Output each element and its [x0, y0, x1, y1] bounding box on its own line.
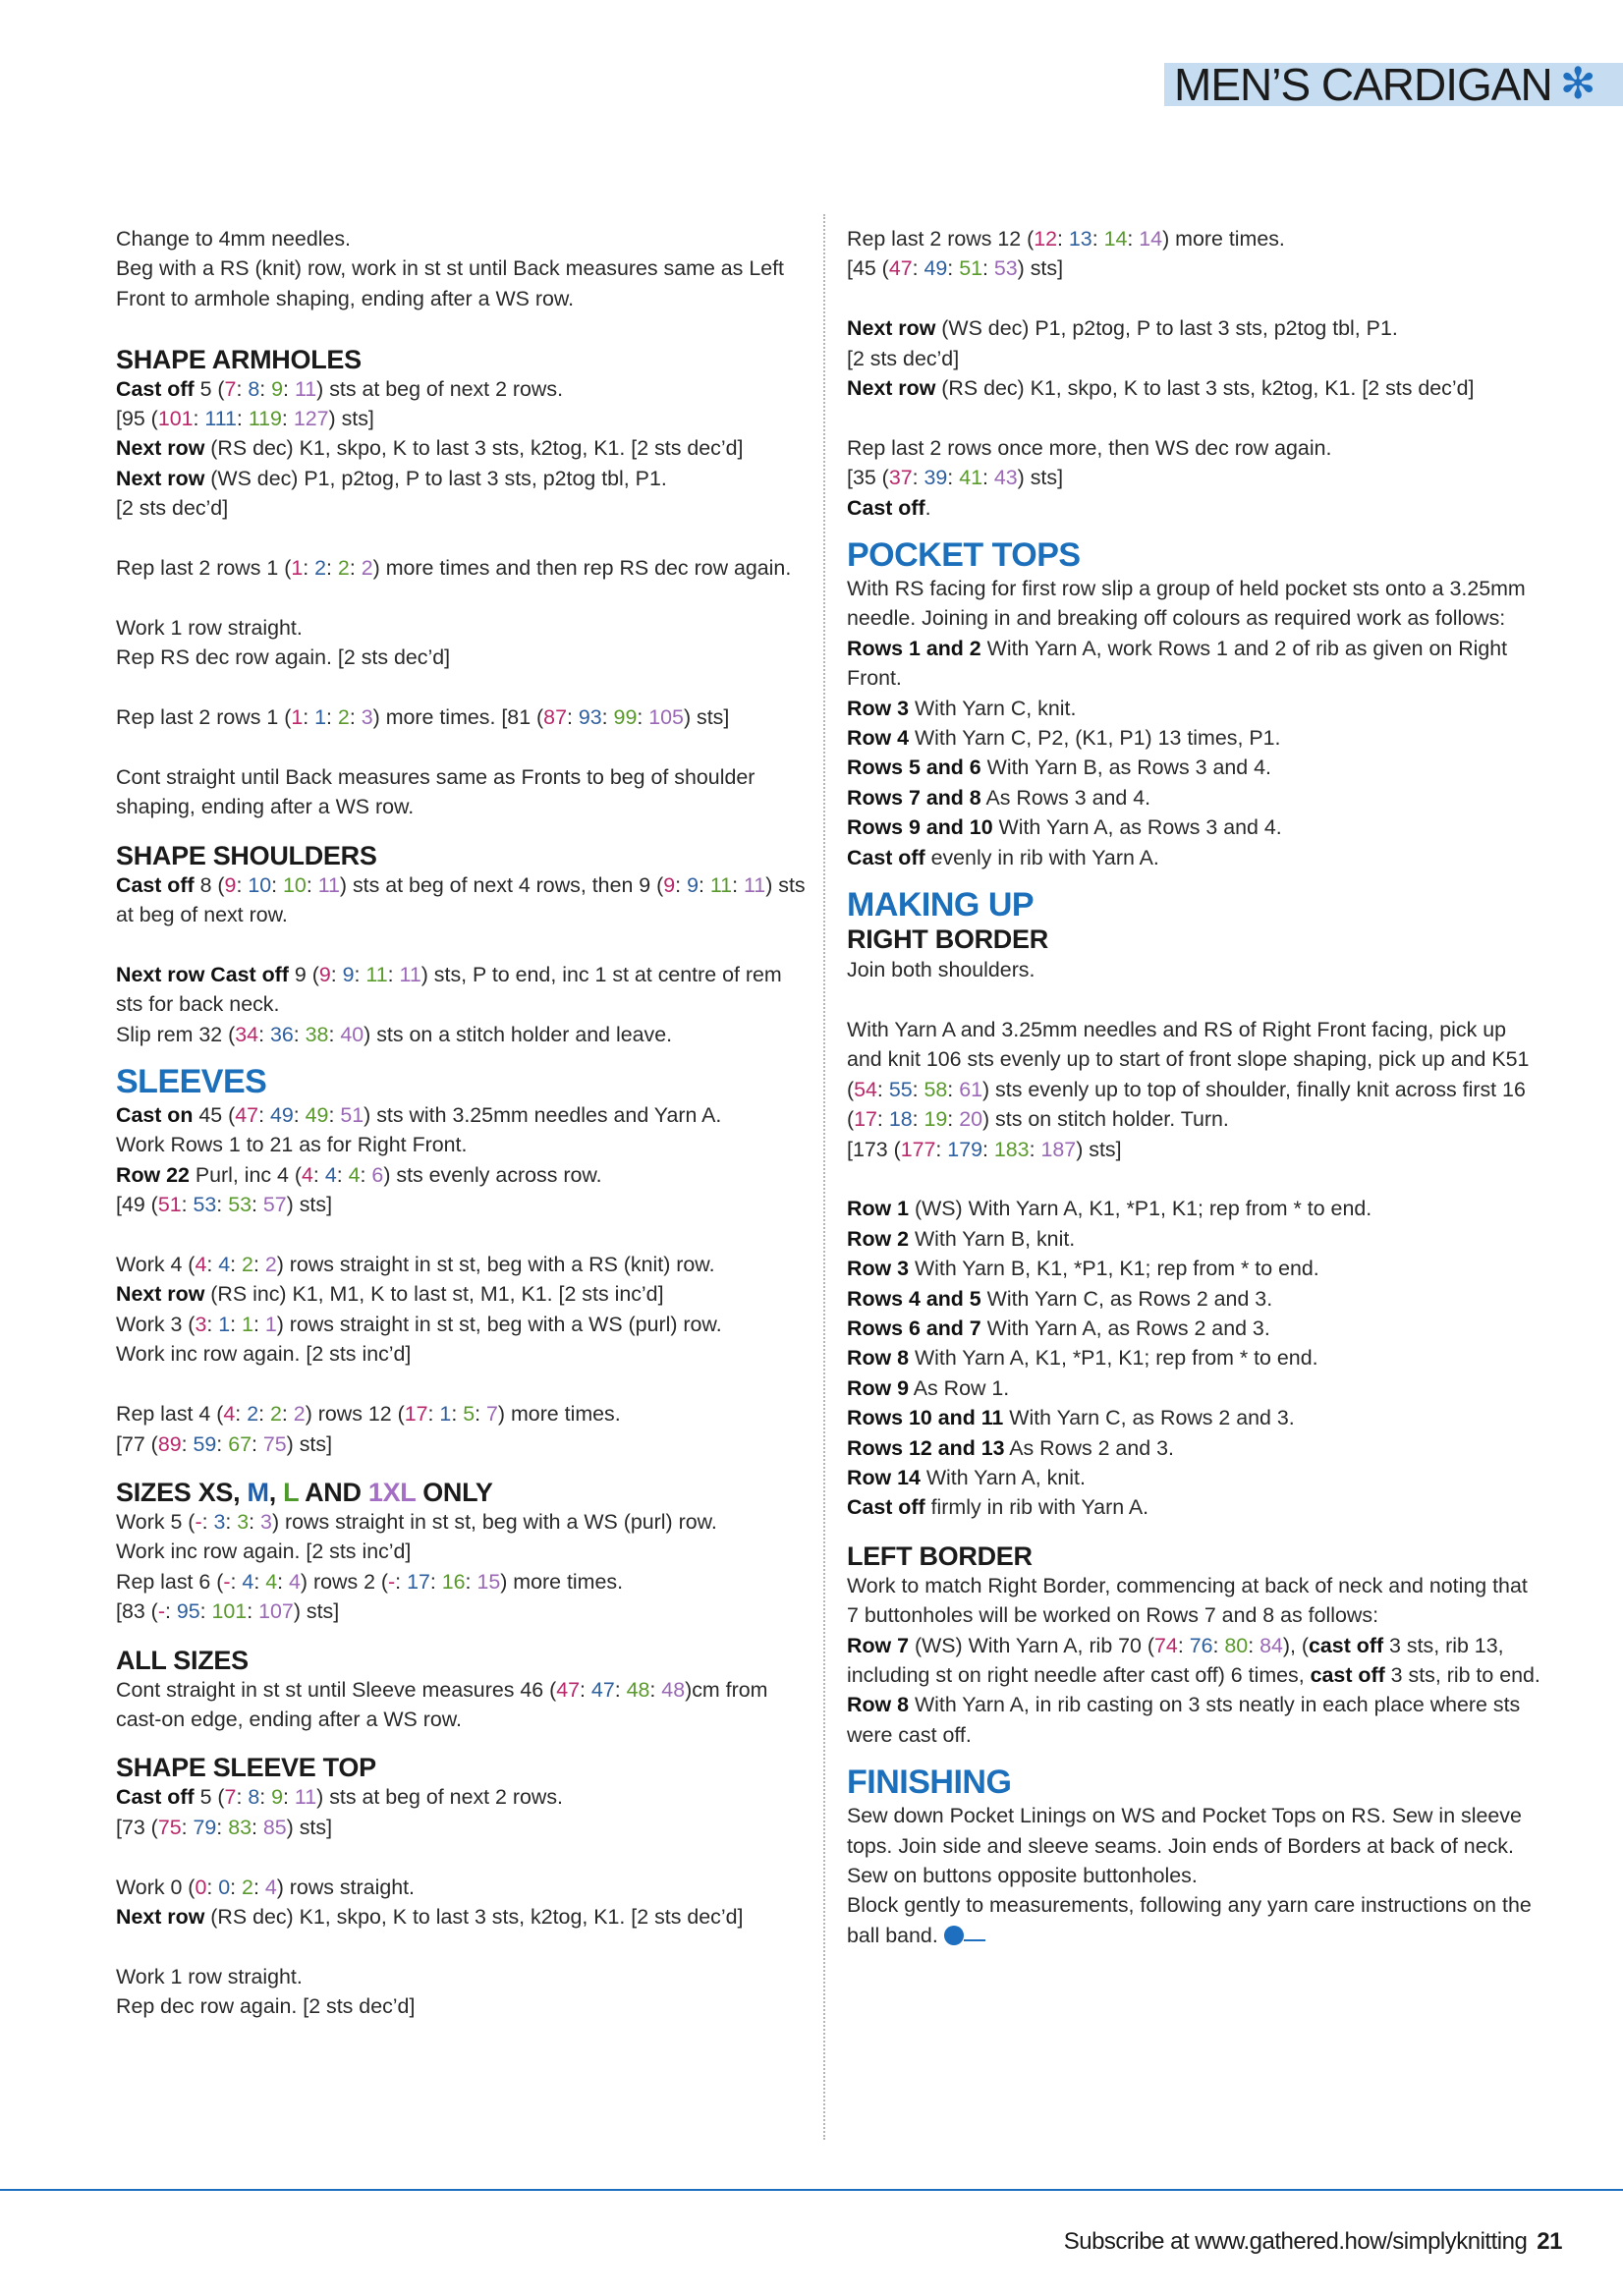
pocket-row-list [847, 634, 1544, 872]
left-border-instructions: Work to match Right Border, commencing at back of neck and noting that 7 buttonholes will be worked on Rows 7 and 8 as follows: Row 7 (WS) With Yarn A, rib 70 (74: 76: 80: 84), (cast off 3 sts, rib 13, including st on right needle after cast off) 6 times, cast off 3 sts, rib to end. Row 8 With Yarn A, in rib casting on 3 sts neatly in each place where sts were cast off. [847, 1573, 1540, 1747]
asterisk-icon: ✻ [1559, 60, 1596, 108]
footer-rule [0, 2189, 1623, 2191]
instruction-row: Row 9 As Row 1. [847, 1375, 1010, 1400]
instruction-row: Row 3 With Yarn C, knit. [847, 696, 1077, 720]
intro-line: Change to 4mm needles. [116, 227, 352, 251]
section-heading: SLEEVES [116, 1063, 267, 1101]
sleeves-instructions: Cast on 45 (47: 49: 49: 51) sts with 3.25mm needles and Yarn A. Work Rows 1 to 21 as for Right Front. Row 22 Purl, inc 4 (4: 4: 4: 6) sts evenly across row. [49 (51: 53: 53: 57) sts] [116, 1103, 722, 1217]
join-shoulders: Join both shoulders. [847, 958, 1035, 982]
intro-paragraph [116, 224, 813, 313]
shoulders-instructions: Cast off 8 (9: 10: 10: 11) sts at beg of next 4 rows, then 9 (9: 9: 11: 11) sts at beg of next row. [116, 872, 806, 927]
rep-once: Rep last 2 rows once more, then WS dec row again. [35 (37: 39: 41: 43) sts] Cast off. [847, 435, 1332, 520]
instruction-row: Rows 9 and 10 With Yarn A, as Rows 3 and 4. [847, 815, 1282, 840]
sleeves-repeat: Rep last 4 (4: 2: 2: 2) rows 12 (17: 1: 5: 7) more times. [77 (89: 59: 67: 75) sts] [116, 1402, 621, 1456]
top-instructions: Rep last 2 rows 12 (12: 13: 14: 14) more times. [45 (47: 49: 51: 53) sts] [847, 227, 1285, 281]
instruction-row: Rows 4 and 5 With Yarn C, as Rows 2 and 3. [847, 1286, 1273, 1311]
shoulders-next-row: Next row Cast off 9 (9: 9: 11: 11) sts, P to end, inc 1 st at centre of rem sts for back neck. Slip rem 32 (34: 36: 38: 40) sts on a stitch holder and leave. [116, 962, 782, 1046]
armholes-instructions: Cast off 5 (7: 8: 9: 11) sts at beg of next 2 rows. [95 (101: 111: 119: 127) sts] Next row (RS dec) K1, skpo, K to last 3 sts, k2tog, K1. [2 sts dec’d] Next row (WS dec) P1, p2tog, P to last 3 sts, p2tog tbl, P1. [2 sts dec’d] [116, 376, 744, 521]
left-column [116, 224, 813, 2022]
page-number: 21 [1537, 2228, 1562, 2255]
section-heading: SIZES XS, M, L AND 1XL ONLY [116, 1477, 493, 1507]
section-heading: FINISHING [847, 1764, 1012, 1802]
cont-paragraph: Cont straight until Back measures same as Fronts to beg of shoulder shaping, ending after a WS row. [116, 764, 756, 819]
pocket-tops-instructions: With RS facing for first row slip a group of held pocket sts onto a 3.25mm needle. Joining in and breaking off colours as required work as follows: Rows 1 and 2 With Yarn A, work Rows 1 and 2 of rib as given on Right Front. Row 3 With Yarn C, knit. Row 4 With Yarn C, P2, (K1, P1) 13 times, P1. Rows 5 and 6 With Yarn B, as Rows 3 and 4. Rows 7 and 8 As Rows 3 and 4. Rows 9 and 10 With Yarn A, as Rows 3 and 4. Cast off evenly in rib with Yarn A. [847, 574, 1544, 872]
intro-line: Beg with a RS (knit) row, work in st st until Back measures same as Left Front to armhole shaping, ending after a WS row. [116, 256, 784, 310]
page-title: MEN’S CARDIGAN [1174, 59, 1552, 110]
instruction-row: Row 3 With Yarn B, K1, *P1, K1; rep from * to end. [847, 1257, 1319, 1281]
yarn-ball-icon [944, 1926, 964, 1945]
instruction-row: Rows 1 and 2 With Yarn A, work Rows 1 and 2 of rib as given on Right Front. [847, 636, 1508, 691]
sleeve-top-end: Work 1 row straight. Rep dec row again. [2 sts dec’d] [116, 1964, 416, 2019]
column-divider [823, 214, 825, 2140]
instruction-row: Rows 12 and 13 As Rows 2 and 3. [847, 1435, 1174, 1460]
instruction-row: Row 8 With Yarn A, K1, *P1, K1; rep from * to end. [847, 1346, 1318, 1371]
footer [1064, 2228, 1562, 2256]
subscribe-link[interactable]: Subscribe at www.gathered.how/simplyknitting [1063, 2228, 1528, 2255]
right-column [847, 224, 1544, 1950]
sizes-instructions: Work 5 (-: 3: 3: 3) rows straight in st st, beg with a WS (purl) row. Work inc row again. [2 sts inc’d] Rep last 6 (-: 4: 4: 4) rows 2 (-: 17: 16: 15) more times. [83 (-: 95: 101: 107) sts] [116, 1509, 717, 1624]
sleeve-top-work: Work 0 (0: 0: 2: 4) rows straight. Next row (RS dec) K1, skpo, K to last 3 sts, k2tog, K1. [2 sts dec’d] [116, 1875, 744, 1929]
all-sizes-instructions: Cont straight in st st until Sleeve measures 46 (47: 47: 48: 48)cm from cast-on edge, ending after a WS row. [116, 1677, 768, 1731]
section-heading: MAKING UP [847, 886, 1035, 924]
finishing-instructions: Sew down Pocket Linings on WS and Pocket Tops on RS. Sew in sleeve tops. Join side and sleeve seams. Join ends of Borders at back of neck. Sew on buttons opposite buttonholes. Block gently to measurements, following any yarn care instructions on the ball band. [847, 1804, 1532, 1947]
rep-paragraph: Rep last 2 rows 1 (1: 2: 2: 2) more times and then rep RS dec row again. [116, 556, 792, 581]
instruction-row: Row 14 With Yarn A, knit. [847, 1465, 1086, 1489]
section-heading: SHAPE SHOULDERS [116, 840, 377, 870]
instruction-row: Row 1 (WS) With Yarn A, K1, *P1, K1; rep from * to end. [847, 1197, 1372, 1221]
work-paragraph: Work 1 row straight. Rep RS dec row again. [2 sts dec’d] [116, 615, 451, 670]
instruction-row: Rows 7 and 8 As Rows 3 and 4. [847, 785, 1151, 810]
instruction-row: Cast off firmly in rib with Yarn A. [847, 1495, 1149, 1520]
border-row-list [847, 1194, 1544, 1522]
instruction-row: Rows 5 and 6 With Yarn B, as Rows 3 and 4. [847, 756, 1271, 780]
next-rows: Next row (WS dec) P1, p2tog, P to last 3 sts, p2tog tbl, P1. [2 sts dec’d] Next row (RS dec) K1, skpo, K to last 3 sts, k2tog, K1. [2 sts dec’d] [847, 316, 1475, 401]
sleeve-top-instructions: Cast off 5 (7: 8: 9: 11) sts at beg of next 2 rows. [73 (75: 79: 83: 85) sts] [116, 1785, 564, 1839]
instruction-row: Rows 10 and 11 With Yarn C, as Rows 2 and 3. [847, 1406, 1295, 1430]
section-heading: LEFT BORDER [847, 1540, 1033, 1571]
instruction-row: Row 4 With Yarn C, P2, (K1, P1) 13 times, P1. [847, 726, 1281, 751]
section-heading: POCKET TOPS [847, 536, 1081, 575]
section-heading: SHAPE SLEEVE TOP [116, 1753, 376, 1783]
instruction-row: Rows 6 and 7 With Yarn A, as Rows 2 and 3. [847, 1316, 1270, 1340]
section-heading: SHAPE ARMHOLES [116, 344, 362, 374]
yarn-strand-icon [964, 1939, 985, 1941]
header-banner [1164, 59, 1623, 110]
subsection-heading: RIGHT BORDER [847, 924, 1048, 955]
instruction-row: Cast off evenly in rib with Yarn A. [847, 845, 1159, 869]
instruction-row: Row 2 With Yarn B, knit. [847, 1226, 1076, 1251]
section-heading: ALL SIZES [116, 1645, 249, 1675]
pick-up-instructions: With Yarn A and 3.25mm needles and RS of Right Front facing, pick up and knit 106 sts evenly up to start of front slope shaping, pick up and K51 (54: 55: 58: 61) sts evenly up to top of shoulder, finally knit across first 16 (17: 18: 19: 20) sts on stitch holder. Turn. [173 (177: 179: 183: 187) sts] [847, 1017, 1530, 1161]
rep-paragraph: Rep last 2 rows 1 (1: 1: 2: 3) more times. [81 (87: 93: 99: 105) sts] [116, 705, 730, 730]
sleeves-increase: Work 4 (4: 4: 2: 2) rows straight in st st, beg with a RS (knit) row. Next row (RS inc) K1, M1, K to last st, M1, K1. [2 sts inc’d] Work 3 (3: 1: 1: 1) rows straight in st st, beg with a WS (purl) row. Work inc row again. [2 sts inc’d] [116, 1253, 722, 1367]
